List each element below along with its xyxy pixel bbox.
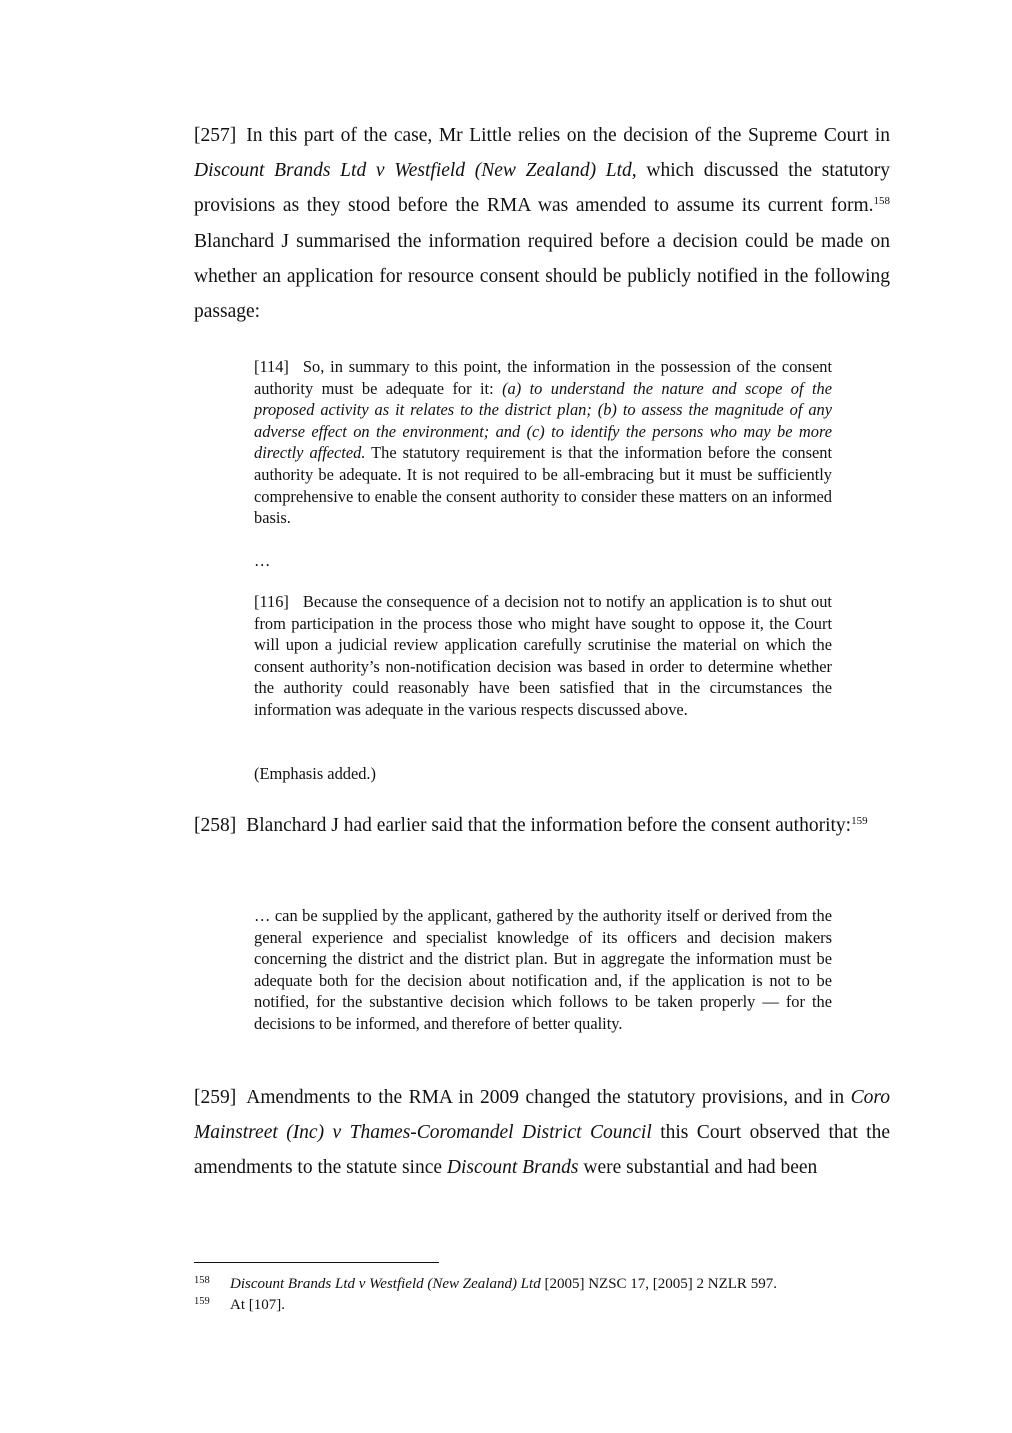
footnote-number: 158: [194, 1275, 210, 1286]
paragraph-text: this Court observed that the amendments to the statute since: [194, 1122, 890, 1179]
quote-ellipsis: …: [254, 551, 271, 570]
footnote-number: 159: [194, 1296, 210, 1307]
paragraph-text: which discussed the statutory provisions as they stood before the RMA was amended to assume its current form.: [194, 160, 890, 217]
quote-emphasis: (a) to understand the nature and scope of the proposed activity as it relates to the district plan; (b) to assess the magnitude of any adverse effect on the environment; and (c) to identify the persons who may be more directly affected.: [254, 378, 832, 463]
footnote-text: [230, 1295, 285, 1315]
case-name: Discount Brands: [446, 1157, 579, 1179]
block-quote-114: [254, 356, 832, 529]
emphasis-note: (Emphasis added.): [254, 764, 376, 783]
case-name: Coro Mainstreet (Inc) v Thames-Coromandel District Council: [194, 1087, 890, 1144]
case-name: Discount Brands Ltd v Westfield (New Zealand) Ltd: [230, 1276, 541, 1292]
block-quote-116: [254, 591, 832, 721]
paragraph-text: Amendments to the RMA in 2009 changed the statutory provisions, and in: [246, 1087, 851, 1108]
paragraph-number: [258]: [194, 815, 237, 836]
paragraph-text: Blanchard J summarised the information required before a decision could be made on whether an application for resource consent should be publicly notified in the following passage:: [194, 230, 890, 323]
quote-text: Because the consequence of a decision not to notify an application is to shut out from participation in the process those who might have sought to oppose it, the Court will upon a judicial review application carefully scrutinise the material on which the consent authority’s non-notification decision was based in order to determine whether the authority could reasonably have been satisfied that in the circumstances the information was adequate in the various respects discussed above.: [254, 592, 832, 719]
paragraph-257: [194, 118, 890, 329]
footnote-citation: At [107].: [230, 1297, 285, 1313]
block-quote-107: [254, 905, 832, 1035]
paragraph-number: [257]: [194, 125, 237, 146]
paragraph-text: were substantial and had been: [578, 1157, 818, 1179]
case-name: Discount Brands Ltd v Westfield (New Zealand) Ltd,: [194, 160, 637, 182]
footnote-separator: [194, 1262, 439, 1263]
footnote-reference[interactable]: 159: [851, 815, 868, 827]
footnote-reference[interactable]: 158: [873, 195, 890, 208]
footnote-citation: [2005] NZSC 17, [2005] 2 NZLR 597.: [540, 1276, 777, 1292]
paragraph-text: Blanchard J had earlier said that the information before the consent authority:: [246, 815, 852, 836]
quote-text: The statutory requirement is that the information before the consent authority be adequate. It is not required to be all-embracing but it must be sufficiently comprehensive to enable the consent authority to consider these matters on an informed basis.: [254, 443, 833, 528]
quote-text: So, in summary to this point, the information in the possession of the consent authority must be adequate for it:: [254, 357, 832, 398]
quote-paragraph-number: [116]: [254, 592, 289, 611]
footnote-text: [230, 1274, 777, 1294]
paragraph-number: [259]: [194, 1087, 237, 1108]
quote-text: … can be supplied by the applicant, gathered by the authority itself or derived from the general experience and specialist knowledge of its officers and decision makers concerning the district and the district plan. But in aggregate the information must be adequate both for the decision about notification and, if the application is not to be notified, for the substantive decision which follows to be taken properly — for the decisions to be informed, and therefore of better quality.: [254, 906, 832, 1033]
quote-paragraph-number: [114]: [254, 357, 289, 376]
paragraph-258: [194, 808, 890, 843]
paragraph-text: In this part of the case, Mr Little relies on the decision of the Supreme Court in: [246, 125, 890, 146]
paragraph-259: [194, 1080, 890, 1186]
